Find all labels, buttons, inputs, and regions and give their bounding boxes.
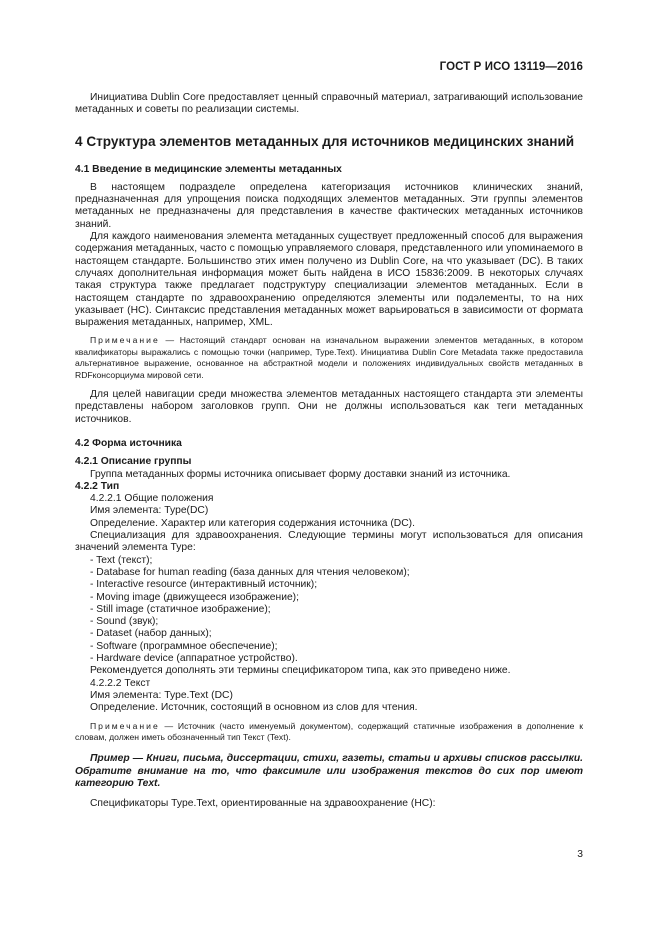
standard-code-header: ГОСТ Р ИСО 13119—2016 xyxy=(439,61,583,73)
section-4-2-2-1-title: 4.2.2.1 Общие положения xyxy=(90,493,214,505)
definition-type: Определение. Характер или категория содержания источника (DC). xyxy=(90,517,415,529)
list-item: - Text (текст); xyxy=(90,554,153,566)
list-item: - Sound (звук); xyxy=(90,616,159,628)
list-item: - Interactive resource (интерактивный источник); xyxy=(90,579,318,591)
note-2-label: Примечание xyxy=(90,720,160,731)
element-name-type: Имя элемента: Type(DC) xyxy=(90,505,209,517)
type-values-list xyxy=(75,555,583,666)
section-4-title: 4 Структура элементов метаданных для источников медицинских знаний xyxy=(75,133,575,149)
specifiers-text: Спецификаторы Type.Text, ориентированные на здравоохранение (НС): xyxy=(90,798,436,810)
list-item: - Software (программное обеспечение); xyxy=(90,640,278,652)
note-1-label: Примечание xyxy=(90,335,160,346)
page-number: 3 xyxy=(577,849,583,860)
note-1-text: — Настоящий стандарт основан на изначальном выражении элементов метаданных, в котором квалификаторы выражались с помощью точки (например, Type.Text). Инициатива Dublin Core Metadata также предоставила альтернативное выражение, основанное на абстрактной модели и положениях индивидуальных свойств метаданных в RDFконсорциума мировой сети. xyxy=(75,335,583,380)
list-item: - Moving image (движущееся изображение); xyxy=(90,591,299,603)
section-4-2-2-2-title: 4.2.2.2 Текст xyxy=(90,677,151,689)
section-4-1-paragraph-2: Для каждого наименования элемента метаданных существует предложенный способ для выражения содержания метаданных, часто с помощью управляемого словаря, представленного или упоминаемого в настоящем стандарте. Большинство этих имен получено из Dublin Core, на что указывает (DC). В таких случаях дополнительная информация может быть найдена в ИСО 15836:2009. В некоторых случаях такая структура также предлагает подструктуру специализации элементов метаданных. Если в настоящем стандарте по здравоохранению определяются элементы или подэлементы, то на них указывает (НС). Синтаксис представления метаданных может варьироваться в зависимости от формата выражения метаданных, например, XML. xyxy=(75,231,583,329)
note-2-text: — Источник (часто именуемый документом), содержащий статичные изображения в дополнение к словам, должен иметь обозначенный тип Текст (Text). xyxy=(75,720,583,742)
section-4-2-2-title: 4.2.2 Тип xyxy=(75,480,120,492)
list-item: - Database for human reading (база данных для чтения человеком); xyxy=(90,566,410,578)
section-4-1-paragraph-1: В настоящем подразделе определена категоризация источников клинических знаний, предназначенная для упрощения поиска подходящих элементов метаданных. Эти группы элементов метаданных не предназначены для представления в качестве фактических метаданных источников знаний. xyxy=(75,181,583,230)
list-item: - Dataset (набор данных); xyxy=(90,628,212,640)
intro-paragraph: Инициатива Dublin Core предоставляет ценный справочный материал, затрагивающий использование метаданных и советы по реализации системы. xyxy=(75,92,583,116)
note-1 xyxy=(75,335,583,381)
element-name-type-text: Имя элемента: Type.Text (DC) xyxy=(90,689,233,701)
section-4-2-1-text: Группа метаданных формы источника описывает форму доставки знаний из источника. xyxy=(90,468,511,480)
section-4-1-paragraph-3: Для целей навигации среди множества элементов метаданных настоящего стандарта эти элементы представлены набором заголовков групп. Они не должны использоваться как теги метаданных источников. xyxy=(75,389,583,425)
recommend-text: Рекомендуется дополнять эти термины спецификатором типа, как это приведено ниже. xyxy=(90,665,511,677)
section-4-2-title: 4.2 Форма источника xyxy=(75,437,182,449)
list-item: - Hardware device (аппаратное устройство). xyxy=(90,653,298,665)
note-2 xyxy=(75,721,583,744)
example-text: Пример — Книги, письма, диссертации, стихи, газеты, статьи и архивы списков рассылки. Обратите внимание на то, что факсимиле или изображения текстов до сих пор имеют категорию Text. xyxy=(75,753,583,789)
specialization-text: Специализация для здравоохранения. Следующие термины могут использоваться для описания значений элемента Type: xyxy=(75,530,583,554)
definition-type-text: Определение. Источник, состоящий в основном из слов для чтения. xyxy=(90,702,418,714)
section-4-1-title: 4.1 Введение в медицинские элементы метаданных xyxy=(75,163,342,175)
list-item: - Still image (статичное изображение); xyxy=(90,603,271,615)
page-content xyxy=(75,92,583,811)
section-4-2-1-title: 4.2.1 Описание группы xyxy=(75,456,192,468)
